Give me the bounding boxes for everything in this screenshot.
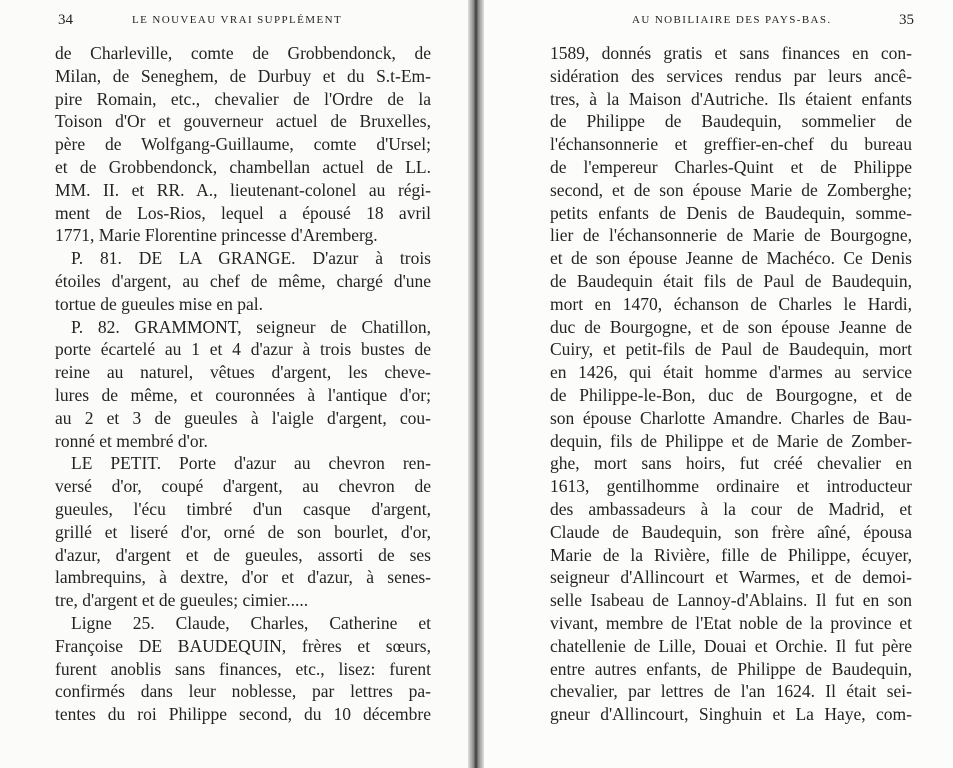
text-line: porte écartelé au 1 et 4 d'azur à trois bustes de <box>55 339 431 360</box>
text-line: de Philippe de Baudequin, sommelier de <box>550 111 912 132</box>
text-line: reine au naturel, vêtues d'argent, les cheve- <box>55 362 431 383</box>
text-line: grillé et liseré d'or, orné de son bourlet, d'or, <box>55 521 431 542</box>
text-line: seigneur d'Allincourt et Warmes, et de demoi- <box>550 567 912 588</box>
text-line: second, et de son épouse Marie de Zomberghe; <box>550 179 912 200</box>
left-page <box>0 0 468 768</box>
text-line: son épouse Charlotte Amandre. Charles de Bau- <box>550 407 912 428</box>
text-line: lures de même, et couronnées à l'antique d'or; <box>55 384 431 405</box>
text-line: entre autres enfants, de Philippe de Baudequin, <box>550 658 912 679</box>
text-line: LE PETIT. Porte d'azur au chevron ren- <box>71 453 431 474</box>
text-line: 1613, gentilhomme ordinaire et introducteur <box>550 476 912 497</box>
right-page <box>484 0 953 768</box>
text-line: gueules, l'écu timbré d'un casque d'argent, <box>55 498 431 519</box>
text-line: chevalier, par lettres de l'an 1624. Il était sei- <box>550 681 912 702</box>
text-line: ronné et membré d'or. <box>55 430 208 451</box>
text-line: tortue de gueules mise en pal. <box>55 293 263 314</box>
text-line: Marie de la Rivière, fille de Philippe, écuyer, <box>550 544 912 565</box>
text-line: ment de Los-Rios, lequel a épousé 18 avril <box>55 202 431 223</box>
text-line: confirmés dans leur noblesse, par lettres pa- <box>55 681 431 702</box>
left-page-body <box>55 42 431 726</box>
text-line: 1771, Marie Florentine princesse d'Aremberg. <box>55 225 378 246</box>
text-line: ghe, mort sans hoirs, fut créé chevalier en <box>550 453 912 474</box>
text-line: l'échansonnerie et greffier-en-chef du bureau <box>550 134 912 155</box>
text-line: d'azur, d'argent et de gueules, assorti de ses <box>55 544 431 565</box>
book-gutter <box>468 0 484 768</box>
text-line: pire Romain, etc., chevalier de l'Ordre de la <box>55 88 431 109</box>
text-line: P. 81. DE LA GRANGE. D'azur à trois <box>71 248 431 269</box>
text-line: étoiles d'argent, au chef de même, chargé d'une <box>55 270 431 291</box>
text-line: chatellenie de Lille, Douai et Orchie. Il fut père <box>550 635 912 656</box>
text-line: de Baudequin était fils de Paul de Baudequin, <box>550 270 912 291</box>
text-line: Ligne 25. Claude, Charles, Catherine et <box>71 612 431 633</box>
text-line: Toison d'Or et gouverneur actuel de Bruxelles, <box>55 111 431 132</box>
text-line: furent anoblis sans finances, etc., lisez: furent <box>55 658 431 679</box>
text-line: versé d'or, coupé d'argent, au chevron de <box>55 476 431 497</box>
text-line: MM. II. et RR. A., lieutenant-colonel au régi- <box>55 179 431 200</box>
text-line: 1589, donnés gratis et sans finances en con- <box>550 43 912 63</box>
text-line: selle Isabeau de Lannoy-d'Ablains. Il fut en son <box>550 590 912 611</box>
text-line: au 2 et 3 de gueules à l'aigle d'argent, cou- <box>55 407 431 428</box>
right-page-number: 35 <box>899 12 914 28</box>
right-running-head: AU NOBILIAIRE DES PAYS-BAS. <box>632 14 832 26</box>
left-page-number: 34 <box>58 12 73 28</box>
text-line: dequin, fils de Philippe et de Marie de Zomber- <box>550 430 912 451</box>
text-line: petits enfants de Denis de Baudequin, somme- <box>550 202 912 223</box>
text-line: Claude de Baudequin, son frère aîné, épousa <box>550 521 912 542</box>
text-line: de Charleville, comte de Grobbendonck, de <box>55 43 431 63</box>
text-line: Françoise DE BAUDEQUIN, frères et sœurs, <box>55 635 431 656</box>
text-line: de Philippe-le-Bon, duc de Bourgogne, et de <box>550 384 912 405</box>
text-line: lier de l'échansonnerie de Marie de Bourgogne, <box>550 225 912 246</box>
text-line: P. 82. GRAMMONT, seigneur de Chatillon, <box>71 316 431 337</box>
text-line: en 1426, qui était homme d'armes au service <box>550 362 912 383</box>
text-line: Cuiry, et petit-fils de Paul de Baudequin, mort <box>550 339 912 360</box>
text-line: gneur d'Allincourt, Singhuin et La Haye, com- <box>550 704 912 725</box>
text-line: vivant, membre de l'Etat noble de la province et <box>550 612 912 633</box>
text-line: père de Wolfgang-Guillaume, comte d'Ursel; <box>55 134 431 155</box>
text-line: de l'empereur Charles-Quint et de Philippe <box>550 156 912 177</box>
text-line: Milan, de Seneghem, de Durbuy et du S.t-Em- <box>55 65 431 86</box>
text-line: et de son épouse Jeanne de Machéco. Ce Denis <box>550 248 912 269</box>
text-line: mort en 1470, échanson de Charles le Hardi, <box>550 293 912 314</box>
text-line: et de Grobbendonck, chambellan actuel de LL. <box>55 156 431 177</box>
text-line: tentes du roi Philippe second, du 10 décembre <box>55 704 431 725</box>
text-line: tres, à la Maison d'Autriche. Ils étaient enfants <box>550 88 912 109</box>
left-running-head: LE NOUVEAU VRAI SUPPLÉMENT <box>132 14 343 26</box>
text-line: tre, d'argent et de gueules; cimier..... <box>55 590 309 611</box>
text-line: des ambassadeurs à la cour de Madrid, et <box>550 498 912 519</box>
text-line: lambrequins, à dextre, d'or et d'azur, à senes- <box>55 567 431 588</box>
right-page-body <box>550 42 912 726</box>
text-line: sidération des services rendus par leurs ancê- <box>550 65 912 86</box>
text-line: duc de Bourgogne, et de son épouse Jeanne de <box>550 316 912 337</box>
